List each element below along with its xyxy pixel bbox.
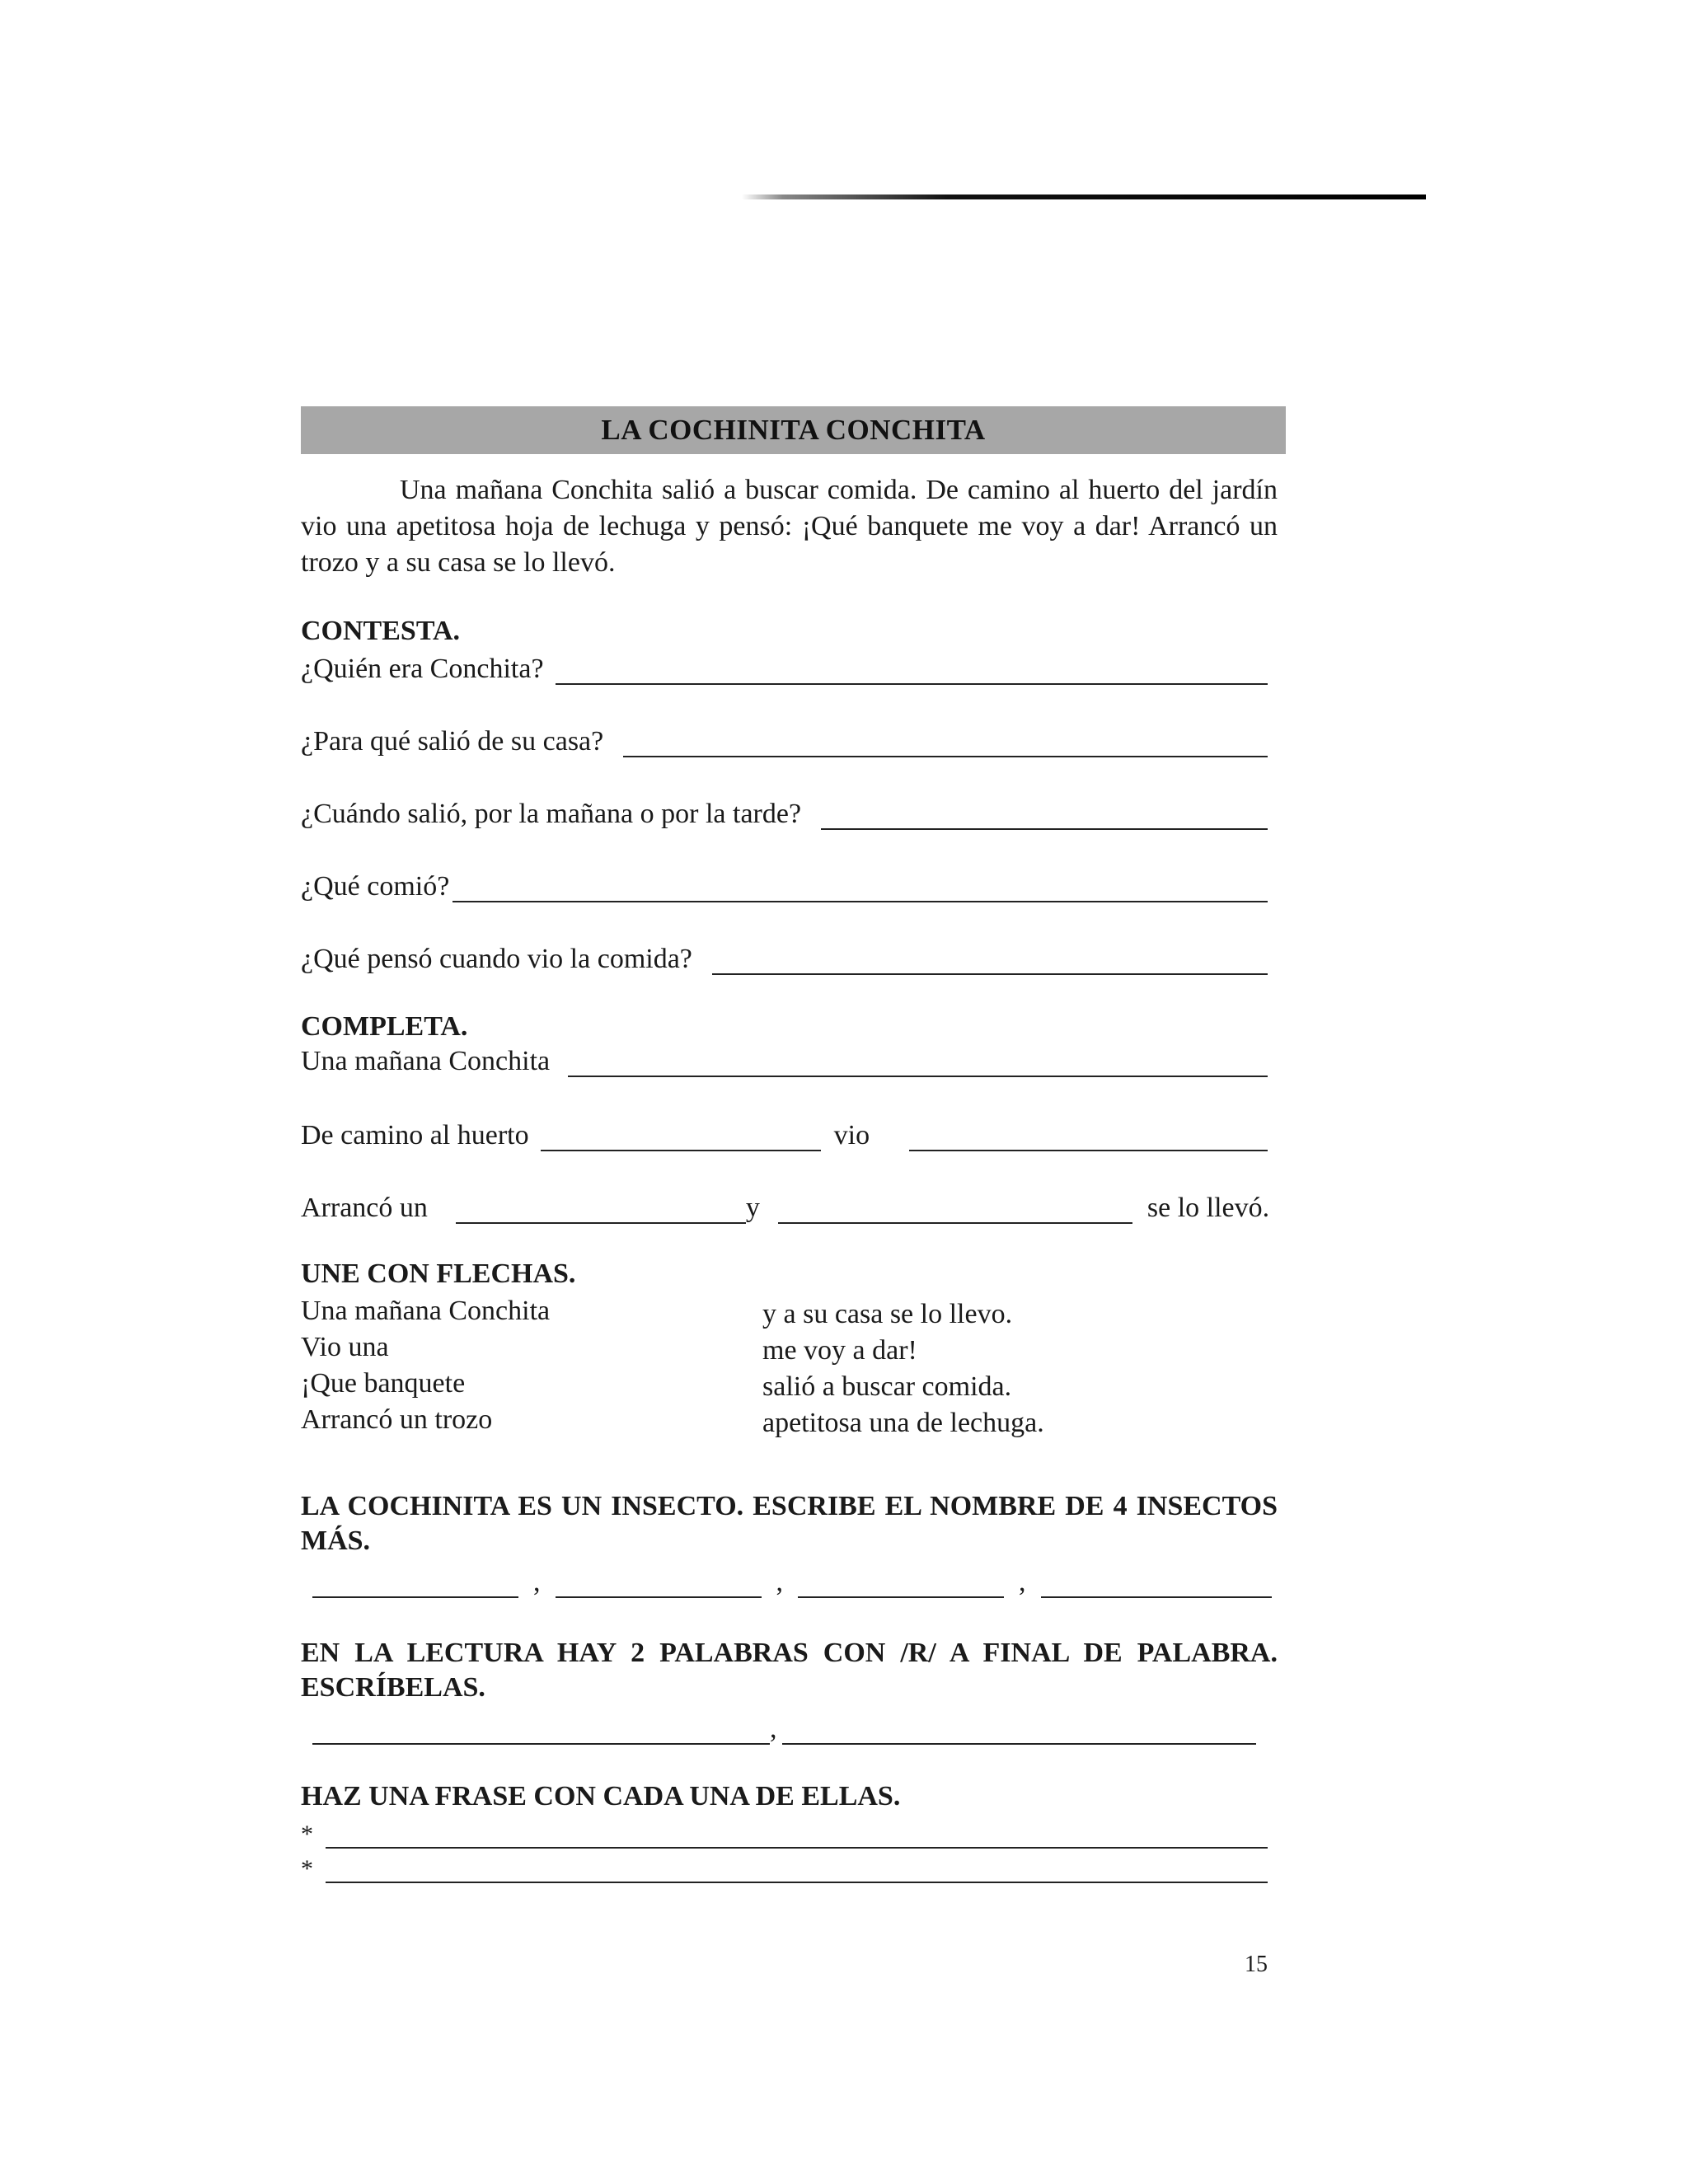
completa-row [301,1186,1286,1224]
contesta-section [301,614,1286,975]
palabra-blank[interactable] [312,1713,770,1745]
match-item[interactable]: salió a buscar comida. [762,1371,1012,1402]
frase-blank[interactable] [326,1824,1268,1849]
match-left-column [301,1293,762,1441]
intro-paragraph: Una mañana Conchita salió a buscar comida. De camino al huerto del jardín vio una apetitosa hoja de lechuga y pensó: ¡Qué banquete me voy a dar! Arrancó un trozo y a su casa se lo llevó. [301,475,1278,578]
bullet-star: * [301,1821,313,1848]
answer-blank[interactable] [452,876,1268,902]
une-heading: UNE CON FLECHAS. [301,1258,576,1289]
completa-text: Arrancó un [301,1193,428,1223]
answer-blank[interactable] [556,658,1268,685]
question-row [301,649,1286,685]
separator-comma: , [1019,1567,1026,1597]
completa-text: Una mañana Conchita [301,1046,551,1076]
palabra-blank[interactable] [782,1713,1256,1745]
page-number: 15 [1245,1952,1268,1977]
question-text: ¿Qué comió? [301,871,450,902]
matching-columns [301,1293,1286,1441]
une-section [301,1257,1286,1441]
answer-blank[interactable] [712,949,1268,975]
palabras-r-heading: EN LA LECTURA HAY 2 PALABRAS CON /R/ A FINAL DE PALABRA. ESCRÍBELAS. [301,1638,1278,1703]
match-right-column [762,1293,1044,1441]
completa-blank[interactable] [909,1125,1268,1151]
match-item[interactable]: apetitosa una de lechuga. [762,1408,1044,1438]
insect-blank[interactable] [312,1567,518,1598]
completa-text: y [745,1193,760,1223]
completa-section [301,1010,1286,1224]
question-row [301,794,1286,830]
match-item[interactable]: Una mañana Conchita [301,1296,551,1326]
answer-blank[interactable] [821,804,1268,830]
insectos-blanks [301,1558,1286,1598]
question-text: ¿Quién era Conchita? [301,654,544,684]
palabras-r-section [301,1636,1286,1745]
completa-blank[interactable] [541,1125,821,1151]
completa-text: vio [833,1120,870,1151]
insect-blank[interactable] [1041,1567,1272,1598]
frase-row [301,1814,1286,1849]
match-item[interactable]: Arrancó un trozo [301,1404,493,1435]
completa-text: De camino al huerto [301,1120,529,1151]
question-text: ¿Qué pensó cuando vio la comida? [301,944,692,974]
separator-comma: , [533,1567,541,1597]
match-item[interactable]: me voy a dar! [762,1335,917,1366]
completa-row [301,1113,1286,1151]
bullet-star: * [301,1855,313,1882]
question-row [301,939,1286,975]
question-row [301,721,1286,757]
separator-comma: , [776,1567,783,1597]
frase-blank[interactable] [326,1858,1268,1883]
question-text: ¿Cuándo salió, por la mañana o por la tarde? [301,799,802,829]
frase-heading: HAZ UNA FRASE CON CADA UNA DE ELLAS. [301,1781,901,1811]
worksheet [301,406,1286,1883]
match-item[interactable]: y a su casa se lo llevo. [762,1299,1013,1329]
palabras-r-blanks [301,1705,1286,1745]
insect-blank[interactable] [798,1567,1004,1598]
answer-blank[interactable] [623,731,1268,757]
completa-heading: COMPLETA. [301,1011,468,1042]
completa-blank[interactable] [568,1051,1268,1077]
question-row [301,866,1286,902]
completa-blank[interactable] [778,1197,1132,1224]
contesta-heading: CONTESTA. [301,616,461,646]
top-rule [742,194,1426,199]
completa-blank[interactable] [456,1197,746,1224]
worksheet-title: LA COCHINITA CONCHITA [301,406,1286,454]
completa-text: se lo llevó. [1146,1193,1270,1223]
insectos-section [301,1489,1286,1598]
frase-row [301,1849,1286,1883]
insect-blank[interactable] [556,1567,762,1598]
match-item[interactable]: Vio una [301,1332,389,1362]
frase-section [301,1779,1286,1883]
separator-comma: , [770,1713,777,1744]
match-item[interactable]: ¡Que banquete [301,1368,466,1399]
question-text: ¿Para qué salió de su casa? [301,726,604,757]
completa-row [301,1044,1286,1077]
insectos-heading: LA COCHINITA ES UN INSECTO. ESCRIBE EL NOMBRE DE 4 INSECTOS MÁS. [301,1491,1278,1556]
